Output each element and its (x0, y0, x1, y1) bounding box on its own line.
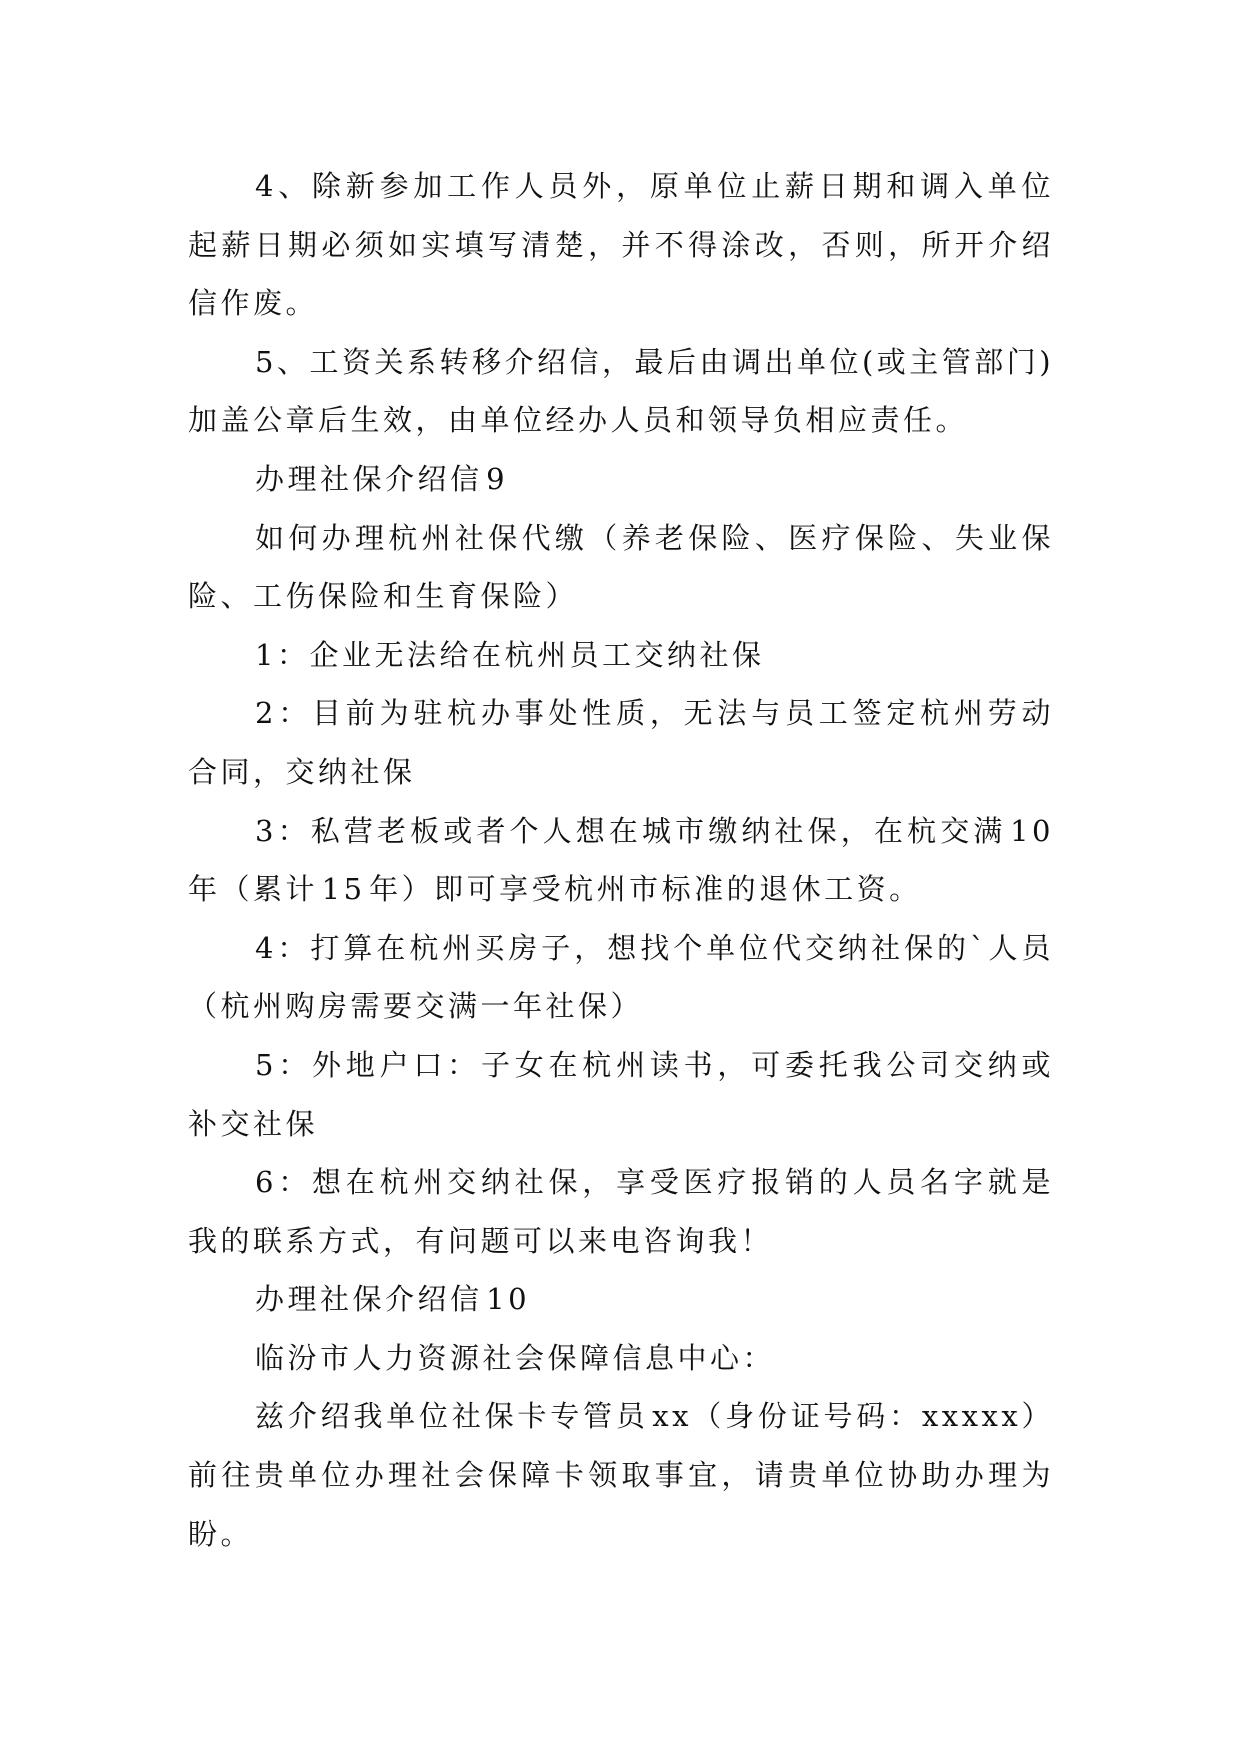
section-heading: 办理社保介绍信10 (255, 1282, 531, 1317)
note-item-5 (188, 333, 1054, 450)
document-page (188, 157, 1054, 1563)
list-item-line: 6：想在杭州交纳社保，享受医疗报销的人员名字就是 (255, 1165, 1054, 1200)
service-item-2 (188, 684, 1054, 801)
list-item-line: 1：企业无法给在杭州员工交纳社保 (255, 637, 765, 672)
service-item-5 (188, 1036, 1054, 1153)
paragraph-line: 盼。 (188, 1516, 254, 1551)
paragraph-line: 如何办理杭州社保代缴（养老保险、医疗保险、失业保 (255, 520, 1054, 555)
paragraph-line: 信作废。 (188, 286, 319, 321)
section-10 (188, 1270, 1054, 1329)
service-item-6 (188, 1153, 1054, 1270)
list-item-line: 合同，交纳社保 (188, 754, 416, 789)
paragraph-line: 前往贵单位办理社会保障卡领取事宜，请贵单位协助办理为 (188, 1458, 1054, 1493)
service-item-1 (188, 626, 1054, 685)
service-intro (188, 509, 1054, 626)
list-item-line: 我的联系方式，有问题可以来电咨询我！ (188, 1223, 774, 1258)
paragraph-line: 兹介绍我单位社保卡专管员xx（身份证号码：xxxxx） (255, 1399, 1054, 1434)
note-item-4 (188, 157, 1054, 333)
paragraph-line: 加盖公章后生效，由单位经办人员和领导负相应责任。 (188, 403, 969, 438)
service-item-4 (188, 919, 1054, 1036)
paragraph-line: 险、工伤保险和生育保险） (188, 579, 579, 614)
list-item-line: 5：外地户口：子女在杭州读书，可委托我公司交纳或 (255, 1047, 1054, 1082)
service-item-3 (188, 802, 1054, 919)
list-item-line: 补交社保 (188, 1106, 319, 1141)
letter-addressee (188, 1329, 1054, 1388)
list-item-line: （杭州购房需要交满一年社保） (188, 989, 644, 1024)
list-item-line: 年（累计15年）即可享受杭州市标准的退休工资。 (188, 872, 922, 907)
list-item-line: 2：目前为驻杭办事处性质，无法与员工签定杭州劳动 (255, 696, 1054, 731)
list-item-line: 4：打算在杭州买房子，想找个单位代交纳社保的`人员 (255, 930, 1054, 965)
paragraph-line: 5、工资关系转移介绍信，最后由调出单位(或主管部门) (255, 344, 1055, 379)
section-9 (188, 450, 1054, 509)
paragraph-line: 4、除新参加工作人员外，原单位止薪日期和调入单位 (255, 169, 1054, 203)
section-heading: 办理社保介绍信9 (255, 461, 509, 496)
list-item-line: 3：私营老板或者个人想在城市缴纳社保，在杭交满10 (255, 813, 1054, 848)
letter-body (188, 1387, 1054, 1563)
paragraph-line: 起薪日期必须如实填写清楚，并不得涂改，否则，所开介绍 (188, 227, 1054, 262)
addressee-line: 临汾市人力资源社会保障信息中心： (255, 1340, 776, 1375)
